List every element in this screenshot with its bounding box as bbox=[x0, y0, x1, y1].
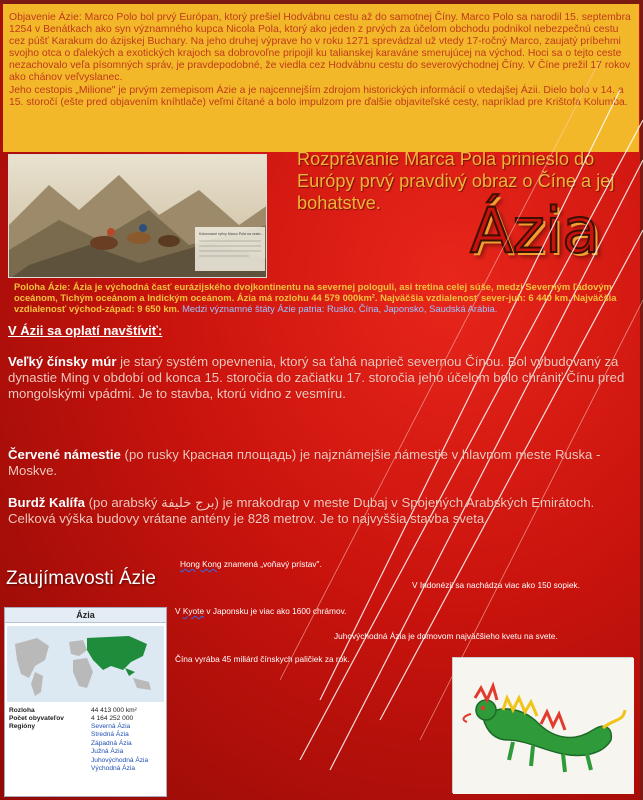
fact-keyword: Hong Kong bbox=[180, 559, 222, 569]
infobox-table bbox=[8, 706, 165, 775]
infobox-row-population bbox=[8, 714, 165, 722]
attraction-name: Veľký čínsky múr bbox=[8, 354, 117, 369]
fact-prefix: V bbox=[175, 606, 183, 616]
infobox-key: Počet obyvateľov bbox=[9, 714, 64, 722]
attraction-description: (po rusky Красная площадь) je najznámejšie námestie v hlavnom meste Ruska - Moskve. bbox=[8, 447, 601, 478]
attraction-great-wall bbox=[8, 354, 630, 402]
region-link[interactable]: Juhovýchodná Ázia bbox=[91, 756, 149, 764]
region-link[interactable]: Západná Ázia bbox=[91, 739, 132, 747]
region-link[interactable]: Východná Ázia bbox=[91, 765, 135, 773]
intro-paragraph-1: Objavenie Ázie: Marco Polo bol prvý Európan, ktorý prešiel Hodvábnu cestu až do samotnej Číny. Marco Polo sa narodil 15. septembra 1254 v Benátkach ako syn významného kupca Nicola Pola, ktorý ako jeden z prvých za účelom obchodu podnikol nebezpečnú cestu cez púšť Karakum do ázijskej Buchary. Na jeho druhej výprave ho v roku 1271 sprevádzal už vtedy 17-ročný Marco, zaujatý príbehmi svojho otca o ďalekých a exotických krajoch sa dobrovoľne pripojil ku talianskej karaváne smerujúcej na východ. Hoci sa o tejto ceste nezachovalo veľa písomných správ, je pravdepodobné, že viedla cez Hodvábnu cestu do severovýchodnej Číny. V Číne prežil 17 rokov ako chánov veľvyslanec. bbox=[9, 12, 631, 84]
fact-text: v Japonsku je viac ako 1600 chrámov. bbox=[204, 606, 347, 616]
dragon-graphic bbox=[453, 658, 634, 794]
attraction-name: Burdž Kalífa bbox=[8, 495, 85, 510]
region-link[interactable]: Severná Ázia bbox=[91, 722, 131, 730]
infobox-value: 4 164 252 000 bbox=[91, 714, 134, 722]
fact-kyoto bbox=[175, 606, 346, 616]
facts-heading: Zaujímavosti Ázie bbox=[6, 568, 156, 589]
region-link[interactable]: Stredná Ázia bbox=[91, 731, 129, 739]
headline-quote: Rozprávanie Marca Pola prinieslo do Európy prvý pravdivý obraz o Číne a jej bohatstve. bbox=[297, 149, 615, 213]
attraction-burj-khalifa bbox=[8, 495, 630, 527]
infobox-key: Regióny bbox=[9, 722, 36, 730]
fact-text: znamená „voňavý prístav". bbox=[221, 559, 322, 569]
asia-infobox bbox=[4, 607, 167, 797]
photo-caption: Kolorované rytiny Marco Pola na ceste... bbox=[199, 232, 264, 236]
attraction-description: je starý systém opevnenia, ktorý sa ťahá naprieč severnou Čínou. Bol vybudovaný za dynastie Ming v období od konca 15. storočia do začiatku 17. storočia jeho účelom bolo chrániť Čínu pred mongolskými vpádmi. Je to stavba, ktorú vidno z vesmíru. bbox=[8, 354, 625, 401]
fact-hong-kong bbox=[180, 559, 322, 569]
worth-visiting-heading: V Ázii sa oplatí navštíviť: bbox=[8, 323, 163, 338]
infobox-regions-list bbox=[90, 722, 165, 775]
infobox-key: Rozloha bbox=[9, 706, 35, 714]
attraction-name: Červené námestie bbox=[8, 447, 121, 462]
fact-keyword: Kyote bbox=[182, 606, 205, 616]
fact-southeast-asia: Juhovýchodná Ázia je domovom najväčšieho kvetu na svete. bbox=[334, 631, 558, 641]
fact-indonesia: V Indonézii sa nachádza viac ako 150 sopiek. bbox=[412, 580, 580, 590]
world-map-graphic bbox=[7, 626, 164, 702]
infobox-value: 44 413 000 km² bbox=[91, 706, 137, 714]
location-section bbox=[14, 281, 630, 315]
big-title-asia: Ázia bbox=[470, 194, 601, 267]
region-link[interactable]: Južná Ázia bbox=[91, 748, 124, 756]
dragon-drawing-photo bbox=[452, 657, 633, 793]
attraction-description: (po arabský برج خليفة) je mrakodrap v meste Dubaj v Spojených Arabských Emirátoch. Celková výška budovy vrátane antény je 828 metrov. Je to najvyššia stavba sveta. bbox=[8, 495, 595, 526]
infobox-row-regions bbox=[8, 722, 165, 775]
fact-chopsticks: Čína vyrába 45 miliárd čínskych paličiek za rok. bbox=[175, 654, 350, 664]
marco-polo-illustration bbox=[8, 154, 267, 278]
location-text: Poloha Ázie: Ázia je východná časť eurázijského dvojkontinentu na severnej pologuli, asi tretina celej súše, medzi Severným ľadovým oceánom, Tichým oceánom a Indickým oceánom. Ázia má rozlohu 44 579 000km². Najväčšia vzdialenosť sever-juh: 6 440 km. Najväčšia vzdialenosť východ-západ: 9 650 km. bbox=[14, 281, 617, 315]
intro-paragraph-2: Jeho cestopis „Milione" je prvým zemepisom Ázie a je najcennejším zdrojom historických informácií o vtedajšej Ázii. Dielo bolo v 14. a 15. storočí (ešte pred objavením kníhtlače) veľmi čítané a bolo impulzom pre ďalšie objaviteľské cesty, napríklad pre Krištofa Kolumba. bbox=[9, 84, 628, 108]
infobox-title: Ázia bbox=[5, 608, 166, 623]
major-states-text: Medzi významné štáty Ázie patria: Rusko, Čína, Japonsko, Saudská Arábia. bbox=[182, 303, 498, 315]
infobox-row-area bbox=[8, 706, 165, 714]
intro-text-box bbox=[3, 4, 639, 152]
attraction-red-square bbox=[8, 447, 630, 479]
caravan-painting-graphic bbox=[9, 155, 267, 278]
